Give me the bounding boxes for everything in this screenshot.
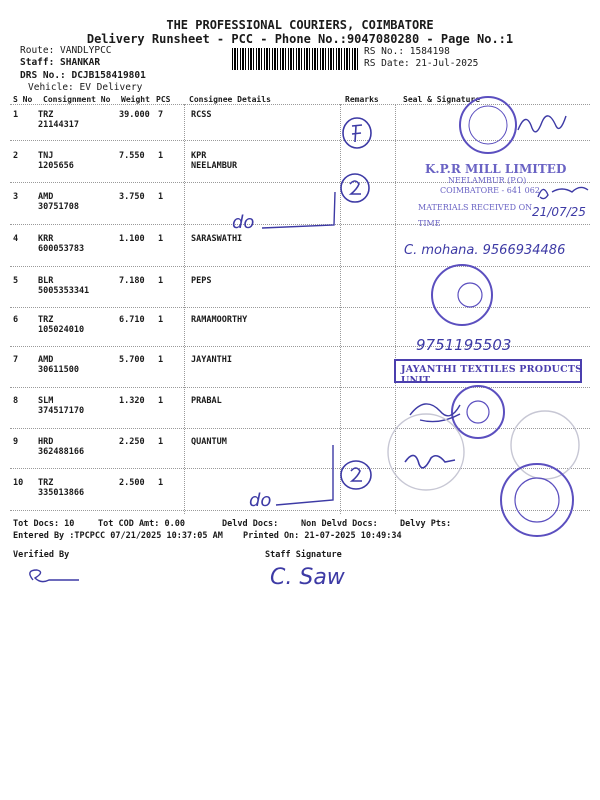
row-consignment-no: AMD 30611500 [38, 355, 79, 375]
row-pcs: 1 [158, 478, 164, 488]
row-consignment-no: TNJ 1205656 [38, 151, 74, 171]
entered-by: Entered By :TPCPCC 07/21/2025 10:37:05 AM [13, 531, 223, 541]
phone-note-2: 9751195503 [416, 336, 512, 354]
row-pcs: 7 [158, 110, 164, 120]
row-consignee: PRABAL [191, 396, 222, 406]
row-weight: 6.710 [119, 315, 145, 325]
kpr-signature [538, 187, 588, 198]
vehicle-text: Vehicle: EV Delivery [28, 82, 143, 93]
row-consignee: QUANTUM [191, 437, 227, 447]
delivery-points: Delvy Pts: [400, 519, 452, 529]
col-header-seal: Seal & Signature [403, 95, 481, 104]
row-weight: 3.750 [119, 192, 145, 202]
row-consignment-no: TRZ 335013866 [38, 478, 85, 498]
row-pcs: 1 [158, 437, 164, 447]
row-sno: 10 [13, 478, 24, 488]
col-header-consignee: Consignee Details [189, 95, 271, 104]
kpr-stamp-line3: COIMBATORE - 641 062 [440, 186, 540, 195]
rs-date: RS Date: 21-Jul-2025 [364, 58, 479, 69]
row-sno: 4 [13, 234, 19, 244]
col-header-remarks: Remarks [345, 95, 379, 104]
row-consignee: KPR NEELAMBUR [191, 151, 238, 171]
remark-circle-row-1 [343, 118, 371, 148]
row-consignee: JAYANTHI [191, 355, 232, 365]
row-sno: 3 [13, 192, 19, 202]
remark-circle-row-3 [341, 174, 369, 202]
verified-by-scribble [30, 570, 79, 582]
row-consignee: RAMAMOORTHY [191, 315, 248, 325]
ditto-mark-row-3: do [232, 212, 255, 233]
row-sno: 1 [13, 110, 19, 120]
staff-text: Staff: SHANKAR [20, 57, 101, 68]
row-consignee: RCSS [191, 110, 212, 120]
delivered-docs: Delvd Docs: [222, 519, 279, 529]
col-header-pcs: PCS [156, 95, 171, 104]
row-weight: 7.550 [119, 151, 145, 161]
row-consignment-no: TRZ 21144317 [38, 110, 79, 130]
row-consignment-no: KRR 600053783 [38, 234, 85, 254]
row-pcs: 1 [158, 355, 164, 365]
row-weight: 2.250 [119, 437, 145, 447]
total-cod-amount: Tot COD Amt: 0.00 [98, 519, 185, 529]
kpr-stamp-line4: MATERIALS RECEIVED ON [418, 203, 533, 212]
row-weight: 1.320 [119, 396, 145, 406]
staff-signature: C. Saw [270, 565, 345, 590]
row-pcs: 1 [158, 151, 164, 161]
ditto-mark-row-10: do [249, 490, 272, 511]
row-sno: 5 [13, 276, 19, 286]
phone-note: C. mohana. 9566934486 [404, 243, 566, 258]
route-text: Route: VANDLYPCC [20, 45, 112, 56]
ditto-bracket-lower [276, 445, 333, 505]
kpr-stamp-line5: TIME [418, 219, 441, 228]
faint-stamp-ring [388, 414, 464, 490]
row-weight: 39.000 [119, 110, 150, 120]
rcss-signature [518, 116, 566, 132]
row-sno: 8 [13, 396, 19, 406]
row-pcs: 1 [158, 396, 164, 406]
runsheet-subtitle: Delivery Runsheet - PCC - Phone No.:9047080280 - Page No.:1 [86, 32, 514, 46]
row-consignment-no: HRD 362488166 [38, 437, 85, 457]
row-pcs: 1 [158, 234, 164, 244]
row-consignment-no: BLR 5005353341 [38, 276, 90, 296]
jayanthi-stamp-text: JAYANTHI TEXTILES PRODUCTS UNIT [401, 364, 583, 386]
row-sno: 7 [13, 355, 19, 365]
rcss-round-stamp [460, 97, 516, 153]
rs-number: RS No.: 1584198 [364, 46, 450, 57]
row-consignment-no: AMD 30751708 [38, 192, 79, 212]
remark-circle-row-10 [341, 461, 371, 489]
row-sno: 2 [13, 151, 19, 161]
row-weight: 2.500 [119, 478, 145, 488]
faint-stamp-ring-2 [511, 411, 579, 479]
kpr-date: 21/07/25 [532, 205, 586, 219]
col-header-consignment: Consignment No [43, 95, 111, 104]
kpr-stamp-name: K.P.R MILL LIMITED [425, 162, 567, 176]
col-header-weight: Weight [121, 95, 150, 104]
row-pcs: 1 [158, 276, 164, 286]
quantum-round-stamp [501, 464, 573, 536]
drs-number: DRS No.: DCJB158419801 [20, 70, 146, 81]
quantum-signature [405, 455, 455, 467]
row-pcs: 1 [158, 315, 164, 325]
row-weight: 7.180 [119, 276, 145, 286]
col-header-sno: S No [13, 95, 33, 104]
ditto-bracket-upper [262, 192, 335, 228]
company-title: THE PROFESSIONAL COURIERS, COIMBATORE [166, 18, 434, 32]
row-consignment-no: TRZ 105024010 [38, 315, 85, 335]
row-sno: 9 [13, 437, 19, 447]
non-delivered-docs: Non Delvd Docs: [301, 519, 378, 529]
row-weight: 5.700 [119, 355, 145, 365]
printed-on: Printed On: 21-07-2025 10:49:34 [243, 531, 402, 541]
row-consignment-no: SLM 374517170 [38, 396, 85, 416]
verified-by-label: Verified By [13, 550, 70, 560]
kpr-stamp-line2: NEELAMBUR (P.O) [448, 176, 527, 185]
row-weight: 1.100 [119, 234, 145, 244]
prabal-round-stamp [452, 386, 504, 438]
row-consignee: PEPS [191, 276, 212, 286]
staff-signature-label: Staff Signature [265, 550, 342, 560]
peps-round-stamp [432, 265, 492, 325]
row-consignee: SARASWATHI [191, 234, 243, 244]
row-sno: 6 [13, 315, 19, 325]
row-pcs: 1 [158, 192, 164, 202]
total-docs: Tot Docs: 10 [13, 519, 75, 529]
